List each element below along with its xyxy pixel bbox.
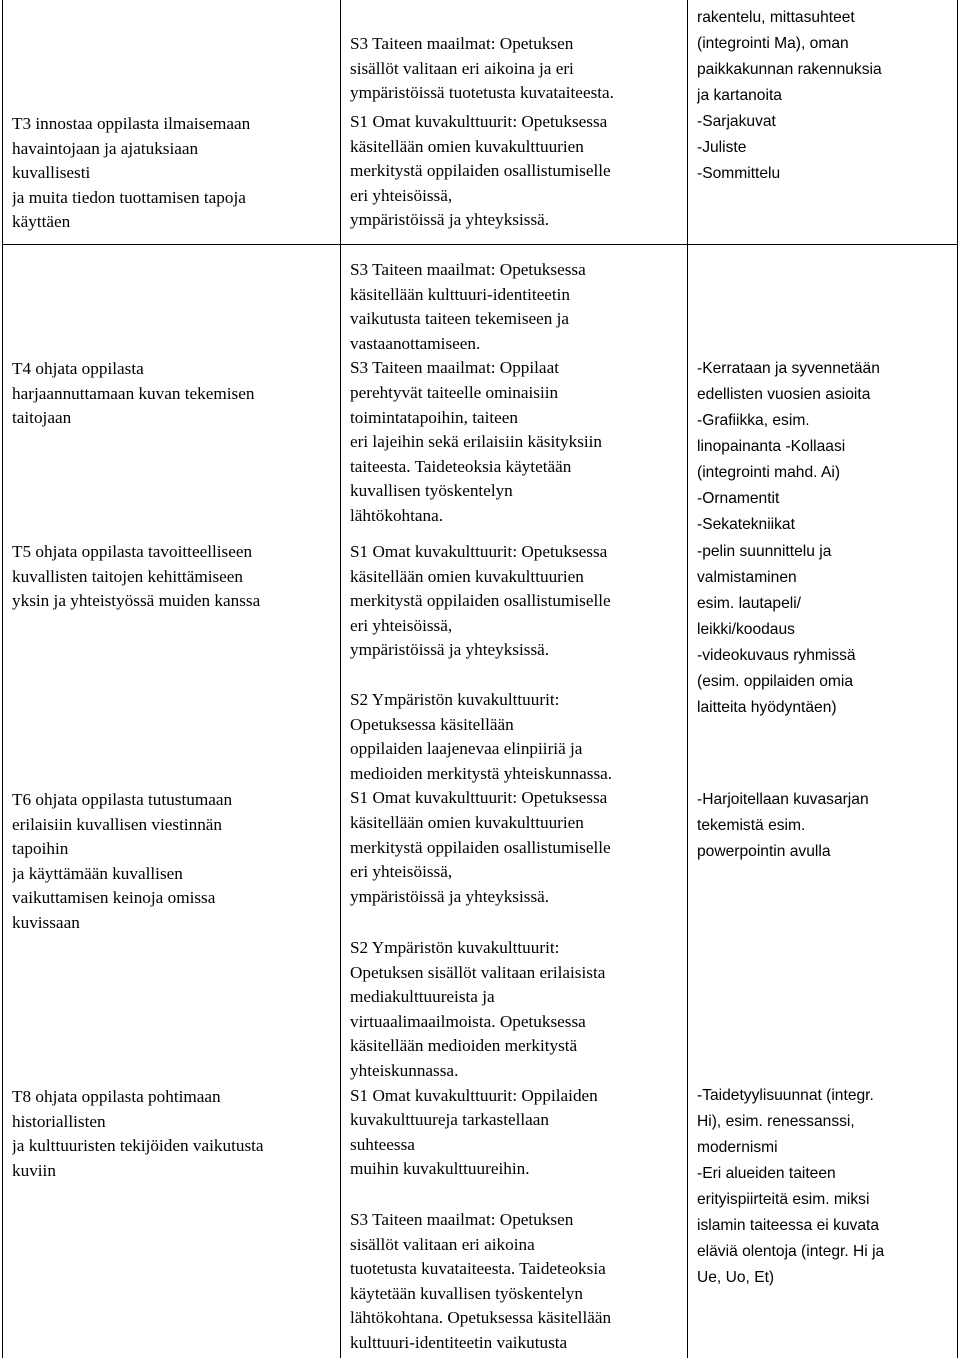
- text-line: harjaannuttamaan kuvan tekemisen: [12, 383, 255, 403]
- text-line: kuvissaan: [12, 912, 80, 932]
- text-line: lähtökohtana.: [350, 505, 444, 525]
- content-block: [350, 540, 611, 663]
- content-block: [350, 110, 611, 233]
- text-line: erityispiirteitä esim. miksi: [697, 1191, 870, 1208]
- text-line: valmistaminen: [697, 569, 797, 586]
- text-line: -Sommittelu: [697, 165, 781, 182]
- column-divider-1: [340, 0, 341, 1358]
- text-line: S2 Ympäristön kuvakulttuurit:: [350, 690, 560, 709]
- text-line: medioiden merkitystä yhteiskunnassa.: [350, 763, 613, 783]
- activity-block: [697, 356, 880, 538]
- text-line: tekemistä esim.: [697, 817, 806, 834]
- text-line: S1 Omat kuvakulttuurit: Opetuksessa: [350, 112, 608, 131]
- text-line: erilaisiin kuvallisen viestinnän: [12, 814, 223, 834]
- text-line: yhteiskunnassa.: [350, 1060, 459, 1080]
- activities-cell: [697, 0, 955, 244]
- text-line: taitojaan: [12, 408, 72, 428]
- text-line: käytetään kuvallisen työskentelyn: [350, 1283, 583, 1303]
- text-line: havaintojaan ja ajatuksiaan: [12, 138, 199, 158]
- text-line: -Juliste: [697, 139, 747, 156]
- text-line: eri lajeihin sekä erilaisiin käsityksiin: [350, 432, 603, 452]
- goal-t5: [12, 540, 260, 614]
- content-block: [350, 32, 614, 106]
- text-line: -Taidetyylisuunnat (integr.: [697, 1087, 874, 1104]
- text-line: käsitellään kulttuuri-identiteetin: [350, 284, 571, 304]
- activity-block: [697, 539, 856, 721]
- text-line: linopainanta -Kollaasi: [697, 438, 846, 455]
- text-line: -Harjoitellaan kuvasarjan: [697, 791, 869, 808]
- contents-cell: [350, 0, 684, 244]
- text-line: -Ornamentit: [697, 490, 780, 507]
- text-line: -pelin suunnittelu ja: [697, 543, 832, 560]
- text-line: tapoihin: [12, 839, 69, 859]
- table-border-left: [2, 0, 3, 1358]
- text-line: Opetuksessa käsitellään: [350, 714, 514, 734]
- text-line: merkitystä oppilaiden osallistumiselle: [350, 161, 611, 181]
- text-line: merkitystä oppilaiden osallistumiselle: [350, 837, 611, 857]
- goals-cell: [12, 245, 336, 1358]
- text-line: ja muita tiedon tuottamisen tapoja: [12, 187, 246, 207]
- text-line: -Sekatekniikat: [697, 516, 795, 533]
- text-line: yksin ja yhteistyössä muiden kanssa: [12, 591, 261, 611]
- text-line: ja kulttuuristen tekijöiden vaikutusta: [12, 1136, 264, 1156]
- text-line: S3 Taiteen maailmat: Oppilaat: [350, 358, 559, 378]
- text-line: kuvallisen työskentelyn: [350, 481, 513, 501]
- text-line: S3 Taiteen maailmat: Opetuksen: [350, 34, 574, 53]
- goal-t8: [12, 1085, 264, 1183]
- text-line: T5 ohjata oppilasta tavoitteelliseen: [12, 542, 253, 561]
- text-line: käyttäen: [12, 212, 71, 232]
- text-line: paikkakunnan rakennuksia: [697, 61, 882, 78]
- text-line: edellisten vuosien asioita: [697, 386, 871, 403]
- text-line: mediakulttuureista ja: [350, 987, 495, 1007]
- text-line: -Kerrataan ja syvennetään: [697, 360, 880, 377]
- text-line: ympäristöissä tuotetusta kuvataiteesta.: [350, 83, 614, 103]
- goals-cell: [12, 0, 336, 244]
- text-line: powerpointin avulla: [697, 843, 831, 860]
- text-line: lähtökohtana. Opetuksessa käsitellään: [350, 1308, 612, 1328]
- text-line: käsitellään omien kuvakulttuurien: [350, 136, 584, 156]
- activity-block: [697, 5, 882, 187]
- text-line: Hi), esim. renessanssi,: [697, 1113, 855, 1130]
- text-line: eri yhteisöissä,: [350, 862, 453, 882]
- column-divider-2: [687, 0, 688, 1358]
- text-line: kuvallisesti: [12, 163, 91, 183]
- text-line: sisällöt valitaan eri aikoina ja eri: [350, 58, 574, 78]
- text-line: T6 ohjata oppilasta tutustumaan: [12, 790, 233, 809]
- text-line: vastaanottamiseen.: [350, 333, 481, 353]
- text-line: T8 ohjata oppilasta pohtimaan: [12, 1087, 221, 1106]
- text-line: S1 Omat kuvakulttuurit: Opetuksessa: [350, 788, 608, 808]
- text-line: ja käyttämään kuvallisen: [12, 863, 183, 883]
- text-line: vaikutusta taiteen tekemiseen ja: [350, 309, 570, 329]
- text-line: esim. lautapeli/: [697, 595, 802, 612]
- text-line: eläviä olentoja (integr. Hi ja: [697, 1243, 885, 1260]
- text-line: oppilaiden laajenevaa elinpiiriä ja: [350, 739, 583, 759]
- text-line: islamin taiteessa ei kuvata: [697, 1217, 880, 1234]
- text-line: muihin kuvakulttuureihin.: [350, 1159, 530, 1179]
- content-block: [350, 688, 612, 909]
- text-line: kulttuuri-identiteetin vaikutusta: [350, 1332, 568, 1352]
- text-line: käsitellään omien kuvakulttuurien: [350, 812, 584, 832]
- text-line: tuotetusta kuvataiteesta. Taideteoksia: [350, 1259, 606, 1279]
- text-line: -videokuvaus ryhmissä: [697, 647, 856, 664]
- text-line: kuvakulttuureja tarkastellaan: [350, 1110, 550, 1130]
- text-line: -Eri alueiden taiteen: [697, 1165, 836, 1182]
- text-line: leikki/koodaus: [697, 621, 795, 638]
- text-line: ja kartanoita: [697, 87, 782, 104]
- text-line: laitteita hyödyntäen): [697, 699, 837, 716]
- text-line: käsitellään omien kuvakulttuurien: [350, 566, 584, 586]
- text-line: -Grafiikka, esim.: [697, 412, 810, 429]
- text-line: rakentelu, mittasuhteet: [697, 9, 855, 26]
- goal-t4: [12, 357, 254, 431]
- text-line: T4 ohjata oppilasta: [12, 359, 144, 378]
- text-line: perehtyvät taiteelle ominaisiin: [350, 382, 559, 402]
- text-line: Opetuksen sisällöt valitaan erilaisista: [350, 962, 606, 982]
- text-line: toimintatapoihin, taiteen: [350, 407, 519, 427]
- text-line: suhteessa: [350, 1134, 415, 1154]
- content-block: [350, 258, 602, 529]
- goal-t6: [12, 788, 232, 936]
- text-line: Ue, Uo, Et): [697, 1269, 775, 1286]
- text-line: kuvallisten taitojen kehittämiseen: [12, 566, 244, 586]
- goal-t3: [12, 112, 250, 235]
- text-line: ympäristöissä ja yhteyksissä.: [350, 640, 550, 660]
- text-line: virtuaalimaailmoista. Opetuksessa: [350, 1011, 586, 1031]
- text-line: S2 Ympäristön kuvakulttuurit:: [350, 938, 560, 957]
- content-block: [350, 1208, 611, 1356]
- text-line: merkitystä oppilaiden osallistumiselle: [350, 591, 611, 611]
- contents-cell: [350, 245, 684, 1358]
- text-line: eri yhteisöissä,: [350, 185, 453, 205]
- activity-block: [697, 1083, 884, 1291]
- text-line: T3 innostaa oppilasta ilmaisemaan: [12, 114, 251, 133]
- text-line: taiteesta. Taideteoksia käytetään: [350, 456, 572, 476]
- text-line: S1 Omat kuvakulttuurit: Oppilaiden: [350, 1085, 598, 1105]
- text-line: sisällöt valitaan eri aikoina: [350, 1234, 535, 1254]
- text-line: ympäristöissä ja yhteyksissä.: [350, 886, 550, 906]
- text-line: (integrointi mahd. Ai): [697, 464, 841, 481]
- text-line: ympäristöissä ja yhteyksissä.: [350, 210, 550, 230]
- text-line: käsitellään medioiden merkitystä: [350, 1036, 578, 1056]
- text-line: modernismi: [697, 1139, 778, 1156]
- activities-cell: [697, 245, 955, 1358]
- text-line: (esim. oppilaiden omia: [697, 673, 854, 690]
- text-line: S1 Omat kuvakulttuurit: Opetuksessa: [350, 542, 608, 561]
- content-block: [350, 936, 605, 1182]
- text-line: historiallisten: [12, 1111, 106, 1131]
- text-line: S3 Taiteen maailmat: Opetuksen: [350, 1210, 574, 1229]
- text-line: vaikuttamisen keinoja omissa: [12, 888, 216, 908]
- text-line: kuviin: [12, 1160, 56, 1180]
- table-border-right: [957, 0, 958, 1358]
- text-line: (integrointi Ma), oman: [697, 35, 849, 52]
- text-line: eri yhteisöissä,: [350, 615, 453, 635]
- activity-block: [697, 787, 869, 865]
- text-line: S3 Taiteen maailmat: Opetuksessa: [350, 260, 586, 279]
- text-line: -Sarjakuvat: [697, 113, 776, 130]
